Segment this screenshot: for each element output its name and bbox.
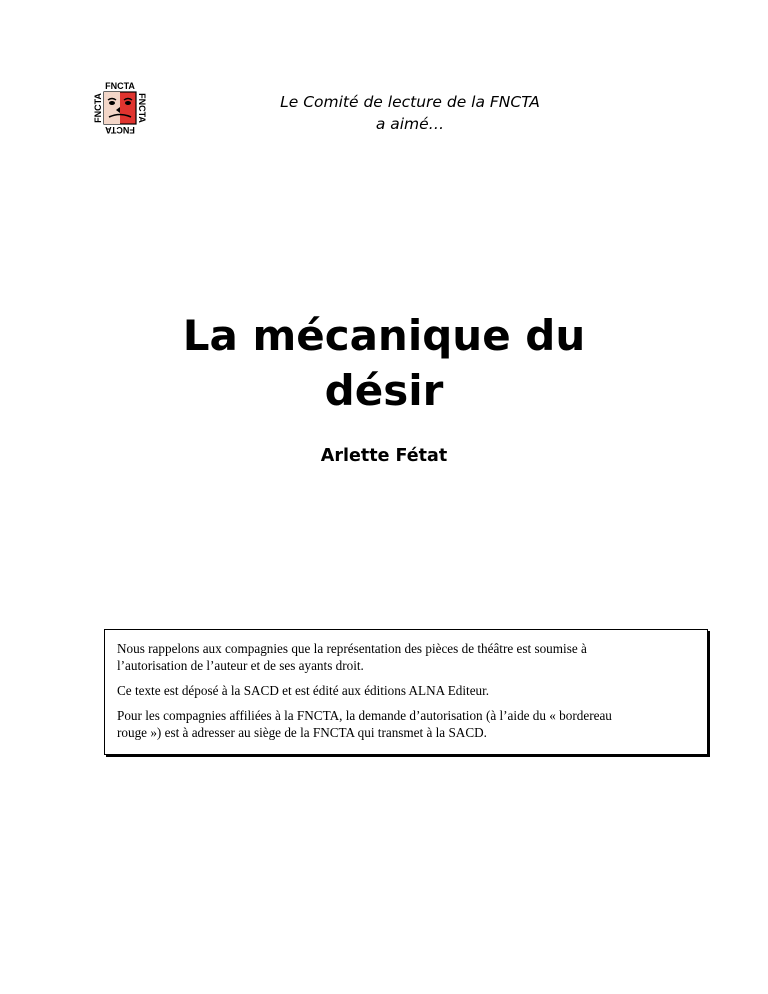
logo-text-bottom: FNCTA — [105, 125, 135, 135]
notice-paragraph-1-line-1: Nous rappelons aux compagnies que la représentation des pièces de théâtre est soumise à — [117, 641, 587, 656]
logo-mask-half — [104, 92, 120, 124]
logo-text-right: FNCTA — [137, 93, 147, 123]
fncta-logo-icon — [92, 80, 148, 136]
notice-paragraph-3-line-2: rouge ») est à adresser au siège de la FNCTA qui transmet à la SACD. — [117, 725, 487, 740]
play-title — [84, 308, 684, 418]
notice-paragraph-3-line-1: Pour les compagnies affiliées à la FNCTA, la demande d’autorisation (à l’aide du « bordereau — [117, 708, 612, 723]
logo-text-top: FNCTA — [105, 81, 135, 91]
notice-paragraph-1-line-2: l’autorisation de l’auteur et de ses ayants droit. — [117, 658, 364, 673]
author-name: Arlette Fétat — [320, 446, 448, 466]
notice-paragraph-2: Ce texte est déposé à la SACD et est édité aux éditions ALNA Editeur. — [117, 683, 490, 698]
committee-line-1: Le Comité de lecture de la FNCTA — [280, 93, 540, 111]
notice-paragraph-3 — [117, 707, 697, 741]
notice-paragraph-1 — [117, 640, 697, 674]
play-title-line-1: La mécanique du — [182, 311, 586, 360]
fncta-logo — [92, 80, 148, 136]
committee-line-2: a aimé… — [375, 115, 445, 133]
play-title-line-2: désir — [324, 366, 444, 415]
committee-heading — [200, 91, 620, 135]
rights-notice-box — [104, 629, 708, 755]
logo-text-left: FNCTA — [93, 93, 103, 123]
